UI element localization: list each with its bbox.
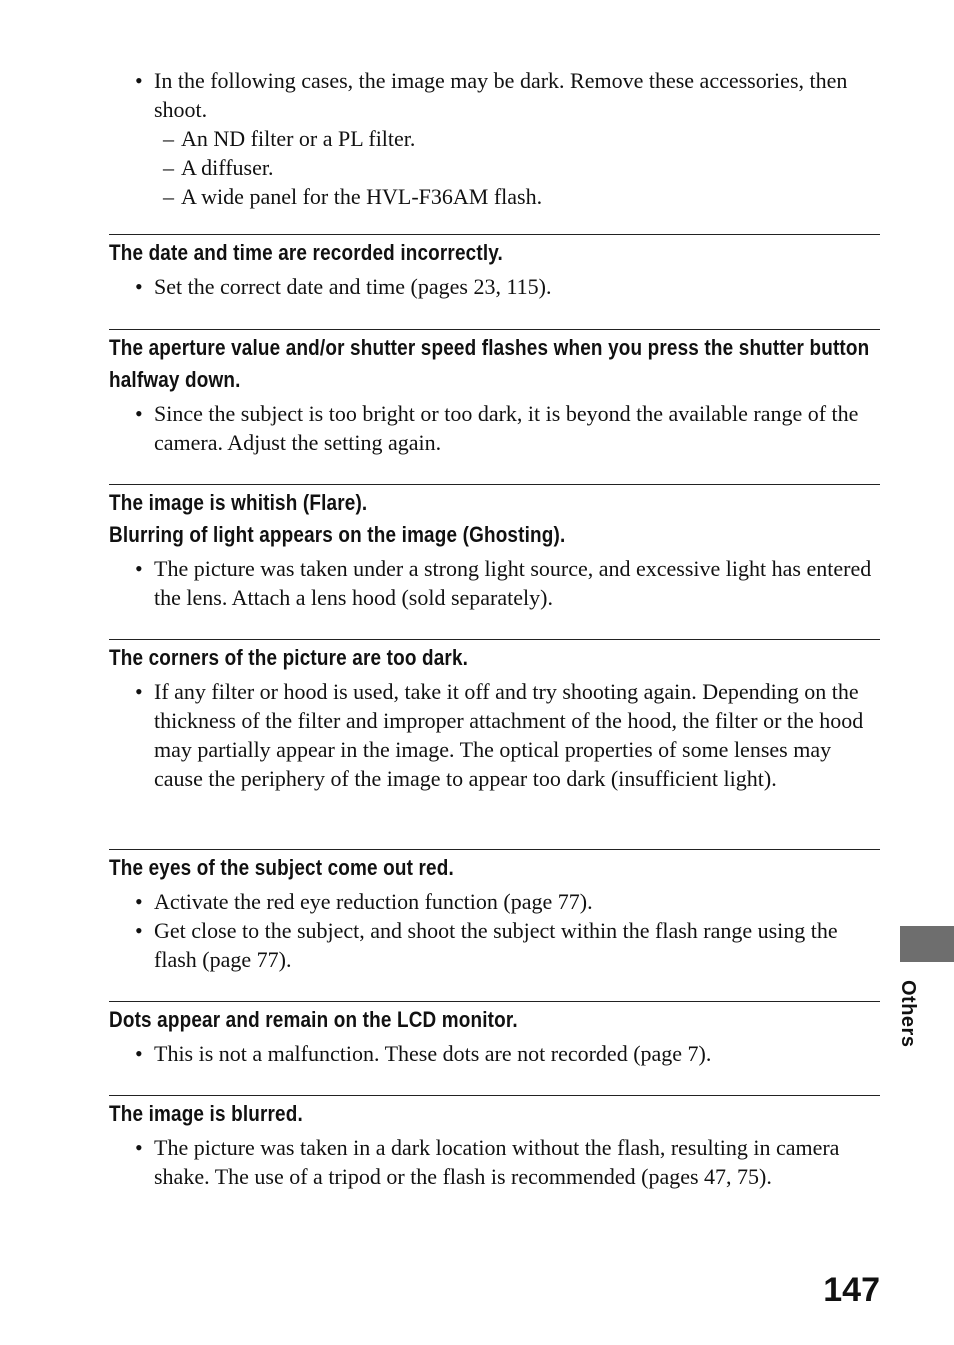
- section-dark-corners: [109, 639, 880, 793]
- page-number: 147: [823, 1271, 880, 1309]
- list-item: [109, 916, 880, 974]
- bullet-marker: •: [135, 918, 143, 943]
- section-heading: The aperture value and/or shutter speed flashes when you press the shutter button halfway down.: [109, 335, 870, 392]
- sub-list-item: [109, 153, 880, 182]
- section-lcd-dots: [109, 1001, 880, 1068]
- bullet-text: The picture was taken in a dark location without the flash, resulting in camera shake. The use of a tripod or the flash is recommended (pages 47, 75).: [154, 1135, 840, 1189]
- bullet-text: Since the subject is too bright or too dark, it is beyond the available range of the camera. Adjust the setting again.: [154, 401, 859, 455]
- bullet-marker: •: [135, 1041, 143, 1066]
- list-item: [109, 272, 880, 301]
- bullet-text: Get close to the subject, and shoot the subject within the flash range using the flash (page 77).: [154, 918, 838, 972]
- intro-sub-list: [109, 124, 880, 211]
- dash-marker: –: [163, 184, 174, 209]
- chapter-label: Others: [897, 980, 919, 1048]
- section-bullet-list: [109, 399, 880, 457]
- list-item: [109, 1133, 880, 1191]
- sub-list-item: [109, 182, 880, 211]
- intro-bullet-text: In the following cases, the image may be dark. Remove these accessories, then shoot.: [154, 68, 848, 122]
- intro-bullet-list: [109, 66, 880, 124]
- bullet-marker: •: [135, 274, 143, 299]
- section-red-eye: [109, 849, 880, 974]
- section-date-time: [109, 234, 880, 301]
- heading-line: The image is whitish (Flare).: [109, 490, 368, 515]
- section-heading: [109, 485, 878, 551]
- sub-list-item: [109, 124, 880, 153]
- sub-item-text: A diffuser.: [181, 155, 274, 180]
- dash-marker: –: [163, 126, 174, 151]
- intro-block: [109, 66, 880, 211]
- section-bullet-list: [109, 272, 880, 301]
- sub-item-text: An ND filter or a PL filter.: [181, 126, 416, 151]
- section-bullet-list: [109, 554, 880, 612]
- section-bullet-list: [109, 677, 880, 793]
- sub-item-text: A wide panel for the HVL-F36AM flash.: [181, 184, 543, 209]
- section-heading: Dots appear and remain on the LCD monitor.: [109, 1007, 518, 1032]
- bullet-text: The picture was taken under a strong light source, and excessive light has entered the lens. Attach a lens hood (sold separately).: [154, 556, 872, 610]
- bullet-marker: •: [135, 68, 143, 93]
- bullet-marker: •: [135, 401, 143, 426]
- section-aperture-flashes: [109, 329, 880, 457]
- list-item: [109, 887, 880, 916]
- list-item: [109, 1039, 880, 1068]
- section-bullet-list: [109, 1039, 880, 1068]
- heading-line: Blurring of light appears on the image (Ghosting).: [109, 522, 566, 547]
- section-image-blurred: [109, 1095, 880, 1191]
- bullet-marker: •: [135, 1135, 143, 1160]
- list-item: [109, 554, 880, 612]
- chapter-tab-marker: [900, 926, 954, 962]
- list-item: [109, 399, 880, 457]
- bullet-marker: •: [135, 556, 143, 581]
- section-heading: The corners of the picture are too dark.: [109, 645, 469, 670]
- section-flare-ghosting: [109, 484, 880, 612]
- dash-marker: –: [163, 155, 174, 180]
- bullet-text: If any filter or hood is used, take it off and try shooting again. Depending on the thickness of the filter and improper attachment of the hood, the filter or the hood may partially appear in the image. The optical properties of some lenses may cause the periphery of the image to appear too dark (insufficient light).: [154, 679, 864, 791]
- bullet-text: Activate the red eye reduction function (page 77).: [154, 889, 593, 914]
- section-bullet-list: [109, 1133, 880, 1191]
- section-bullet-list: [109, 887, 880, 974]
- bullet-text: This is not a malfunction. These dots are not recorded (page 7).: [154, 1041, 712, 1066]
- list-item: [109, 677, 880, 793]
- section-heading: The image is blurred.: [109, 1101, 303, 1126]
- section-heading: The date and time are recorded incorrectly.: [109, 240, 503, 265]
- bullet-text: Set the correct date and time (pages 23, 115).: [154, 274, 552, 299]
- bullet-marker: •: [135, 889, 143, 914]
- bullet-marker: •: [135, 679, 143, 704]
- section-heading: The eyes of the subject come out red.: [109, 855, 454, 880]
- list-item: [109, 66, 880, 124]
